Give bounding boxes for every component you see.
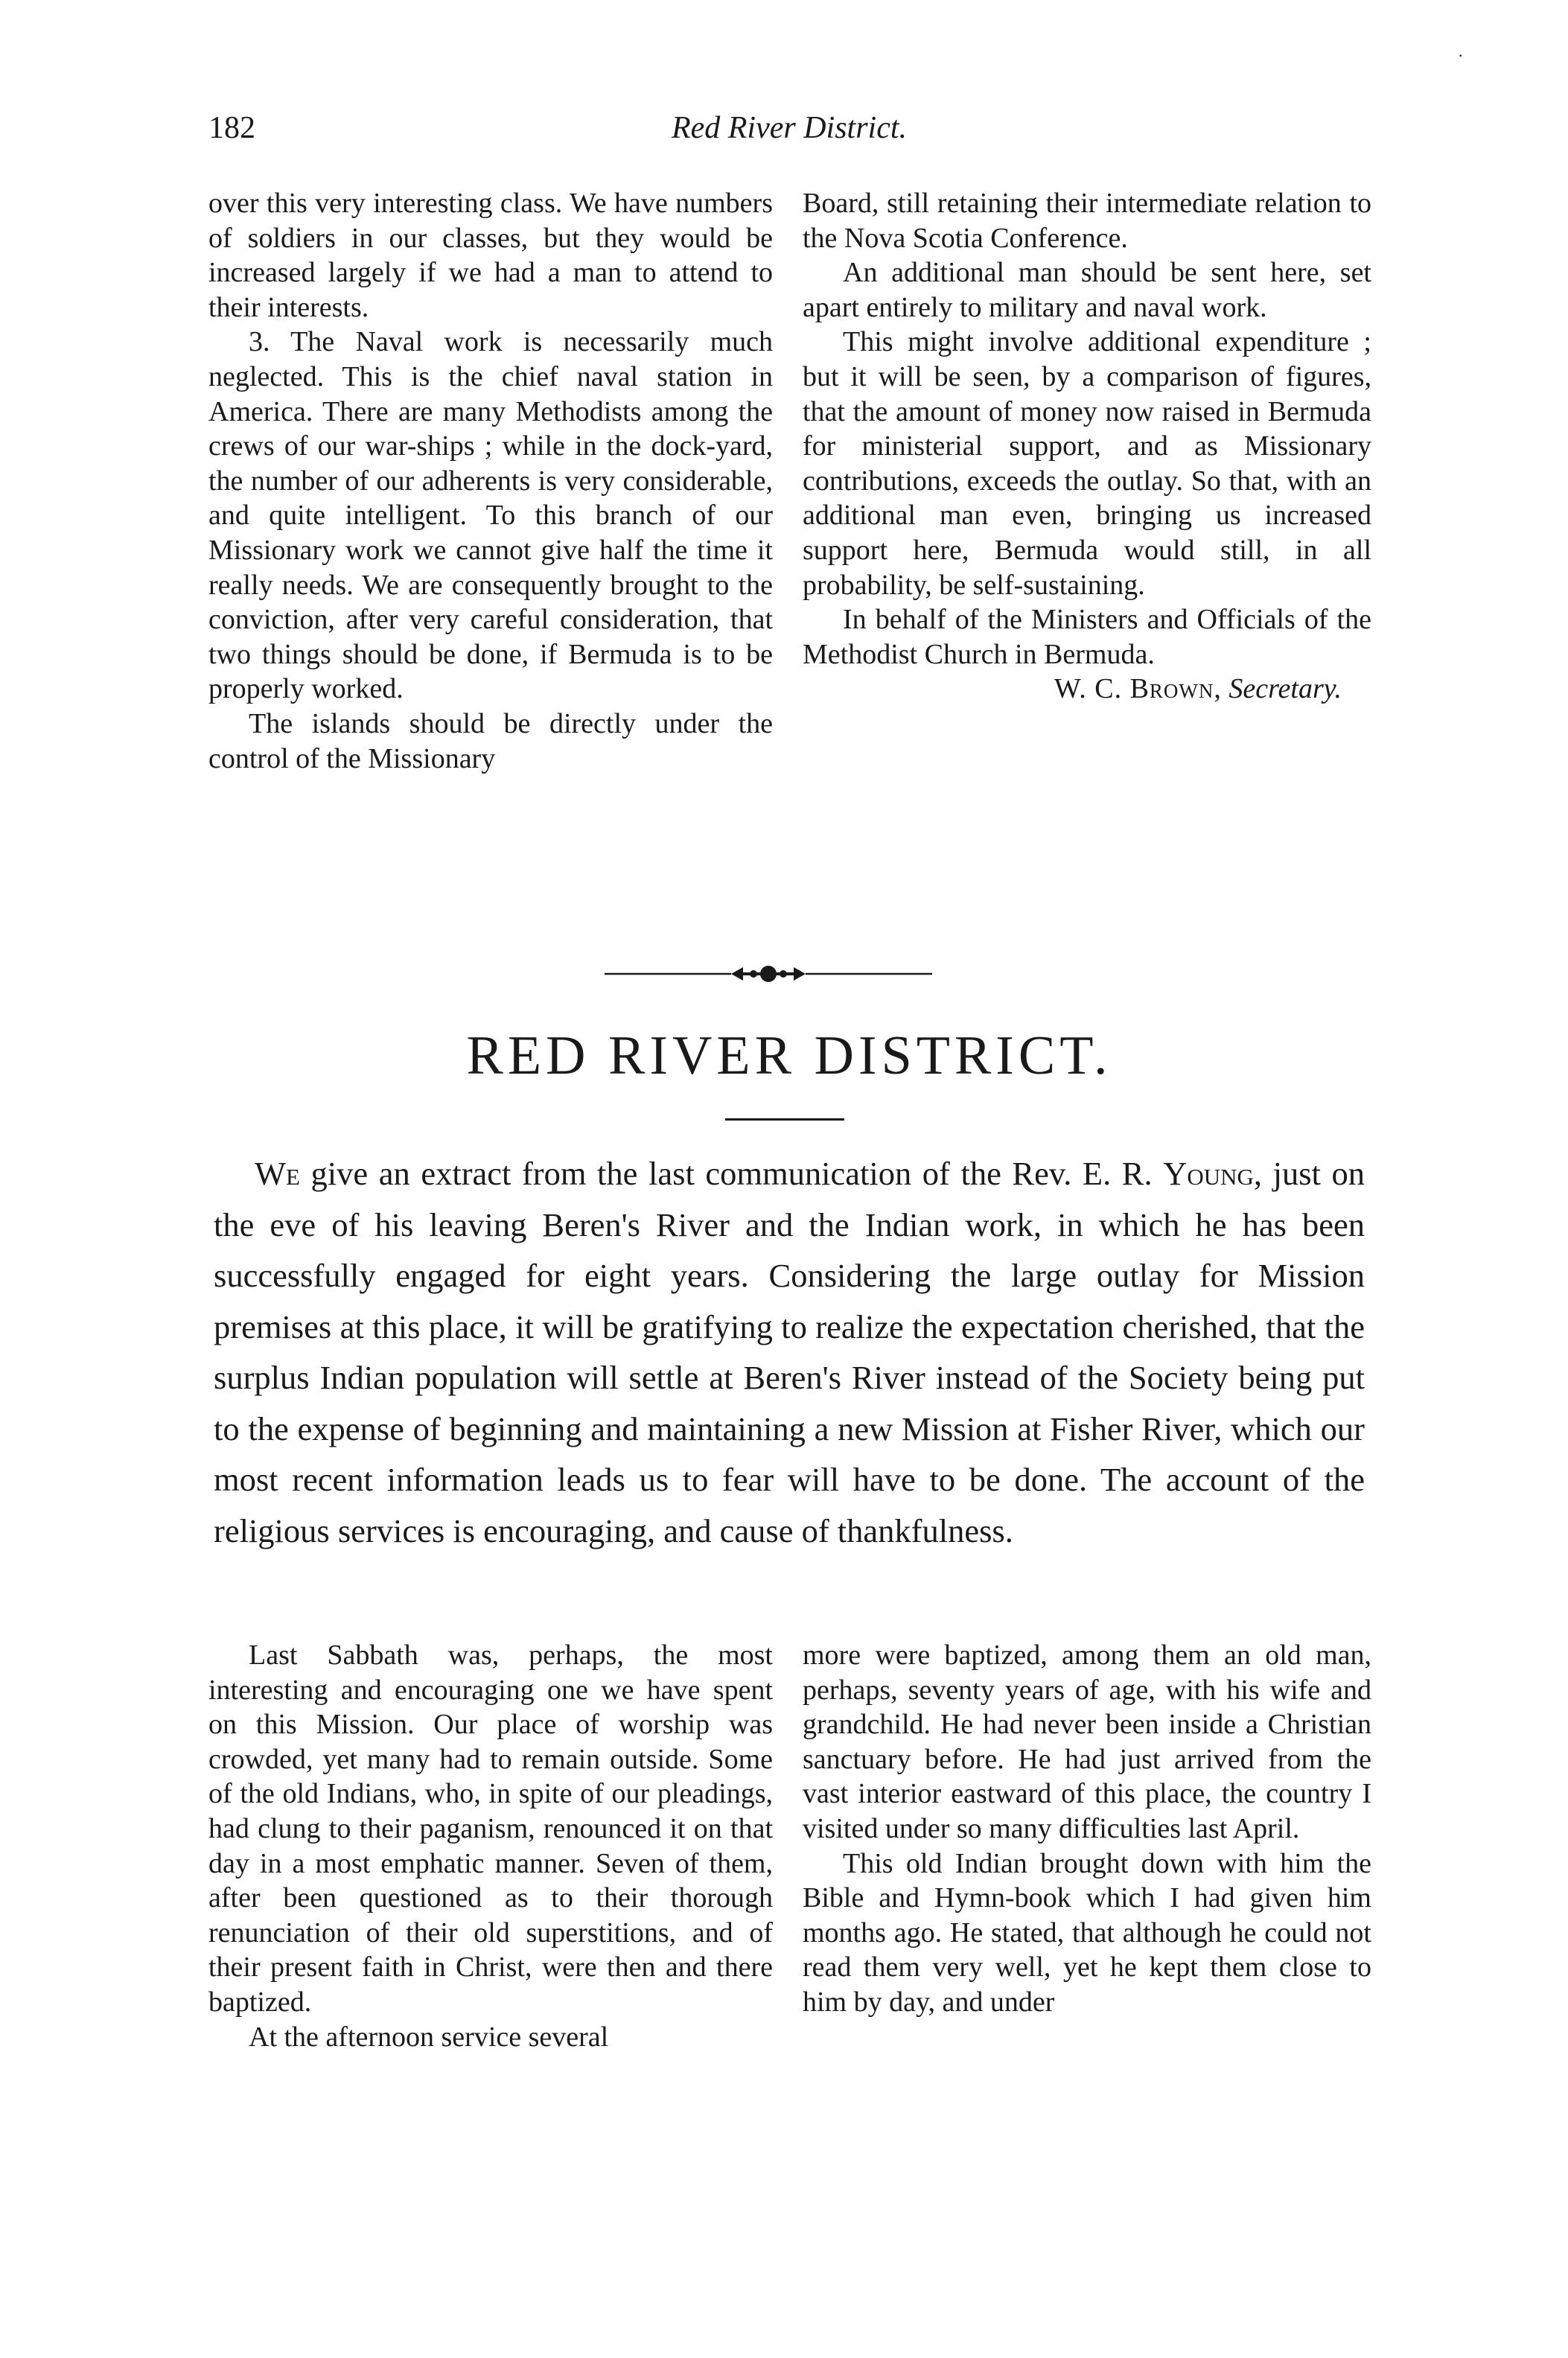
upper-right-column — [803, 186, 1371, 707]
section-title: RED RIVER DISTRICT. — [466, 1025, 1112, 1086]
page-number: 182 — [208, 111, 255, 145]
paragraph: 3. The Naval work is necessarily much neglected. This is the chief naval station in America. There are many Methodists among the crews of our war-ships ; while in the dock-yard, the number of our adherents is very considerable, and quite intelligent. To this branch of our Missionary work we cannot give half the time it really needs. We are consequently brought to the conviction, after very careful consideration, that two things should be done, if Bermuda is to be properly worked. — [208, 326, 773, 705]
letter-left-column — [208, 1638, 773, 2054]
page-header — [208, 110, 1370, 155]
paragraph: In behalf of the Ministers and Officials of the Methodist Church in Bermuda. — [803, 604, 1371, 670]
title-rule — [725, 1118, 844, 1121]
paragraph: This might involve additional expenditure ; but it will be seen, by a comparison of figures, that the amount of money now raised in Bermuda for ministerial support, and as Missionary contributions, exceeds the outlay. So that, with an additional man even, bringing us increased support here, Bermuda would still, in all probability, be self-sustaining. — [803, 326, 1371, 601]
paragraph: more were baptized, among them an old man, perhaps, seventy years of age, with his wife and grandchild. He had never been inside a Christian sanctuary before. He had just arrived from the vast interior eastward of this place, the country I visited under so many difficulties last April. — [803, 1640, 1371, 1844]
intro-we: We — [255, 1155, 300, 1192]
edge-mark: · — [1458, 46, 1464, 65]
signature-role: Secretary. — [1228, 673, 1342, 705]
paragraph: over this very interesting class. We have numbers of soldiers in our classes, but they would be increased largely if we had a man to attend to their interests. — [208, 188, 773, 323]
upper-left-column — [208, 186, 773, 776]
paragraph: At the afternoon service several — [249, 2021, 609, 2053]
running-title: Red River District. — [671, 111, 908, 145]
intro-paragraph — [214, 1148, 1365, 1556]
paragraph: Last Sabbath was, perhaps, the most interesting and encouraging one we have spent on this Mission. Our place of worship was crowded, yet many had to remain outside. Some of the old Indians, who, in spite of our pleadings, had clung to their paganism, renounced it on that day in a most emphatic manner. Seven of them, after been questioned as to their thorough renunciation of their old superstitions, and of their present faith in Christ, were then and there baptized. — [208, 1640, 773, 2018]
paragraph: An additional man should be sent here, set apart entirely to military and naval work. — [803, 257, 1371, 323]
paragraph: Board, still retaining their intermediate relation to the Nova Scotia Conference. — [803, 188, 1371, 254]
section-divider-ornament — [605, 960, 932, 987]
intro-young: Young, — [1163, 1155, 1263, 1192]
intro-text-b: just on the eve of his leaving Beren's River and the Indian work, in which he has been successfully engaged for eight years. Considering the large outlay for Mission premises at this place, it will be gratifying to realize the expectation cherished, that the surplus Indian population will settle at Beren's River instead of the Society being put to the expense of beginning and maintaining a new Mission at Fisher River, which our most recent information leads us to fear will have to be done. The account of the religious services is encouraging, and cause of thankfulness. — [214, 1155, 1365, 1549]
letter-right-column — [803, 1638, 1371, 2020]
signature — [803, 672, 1371, 707]
intro-text-a: give an extract from the last communication of the Rev. E. R. — [310, 1155, 1153, 1192]
paragraph: This old Indian brought down with him the Bible and Hymn-book which I had given him months ago. He stated, that although he could not read them very well, yet he kept them close to him by day, and under — [803, 1847, 1371, 2018]
paragraph: The islands should be directly under the control of the Missionary — [208, 707, 773, 774]
signature-name: W. C. Brown, — [1054, 673, 1222, 705]
